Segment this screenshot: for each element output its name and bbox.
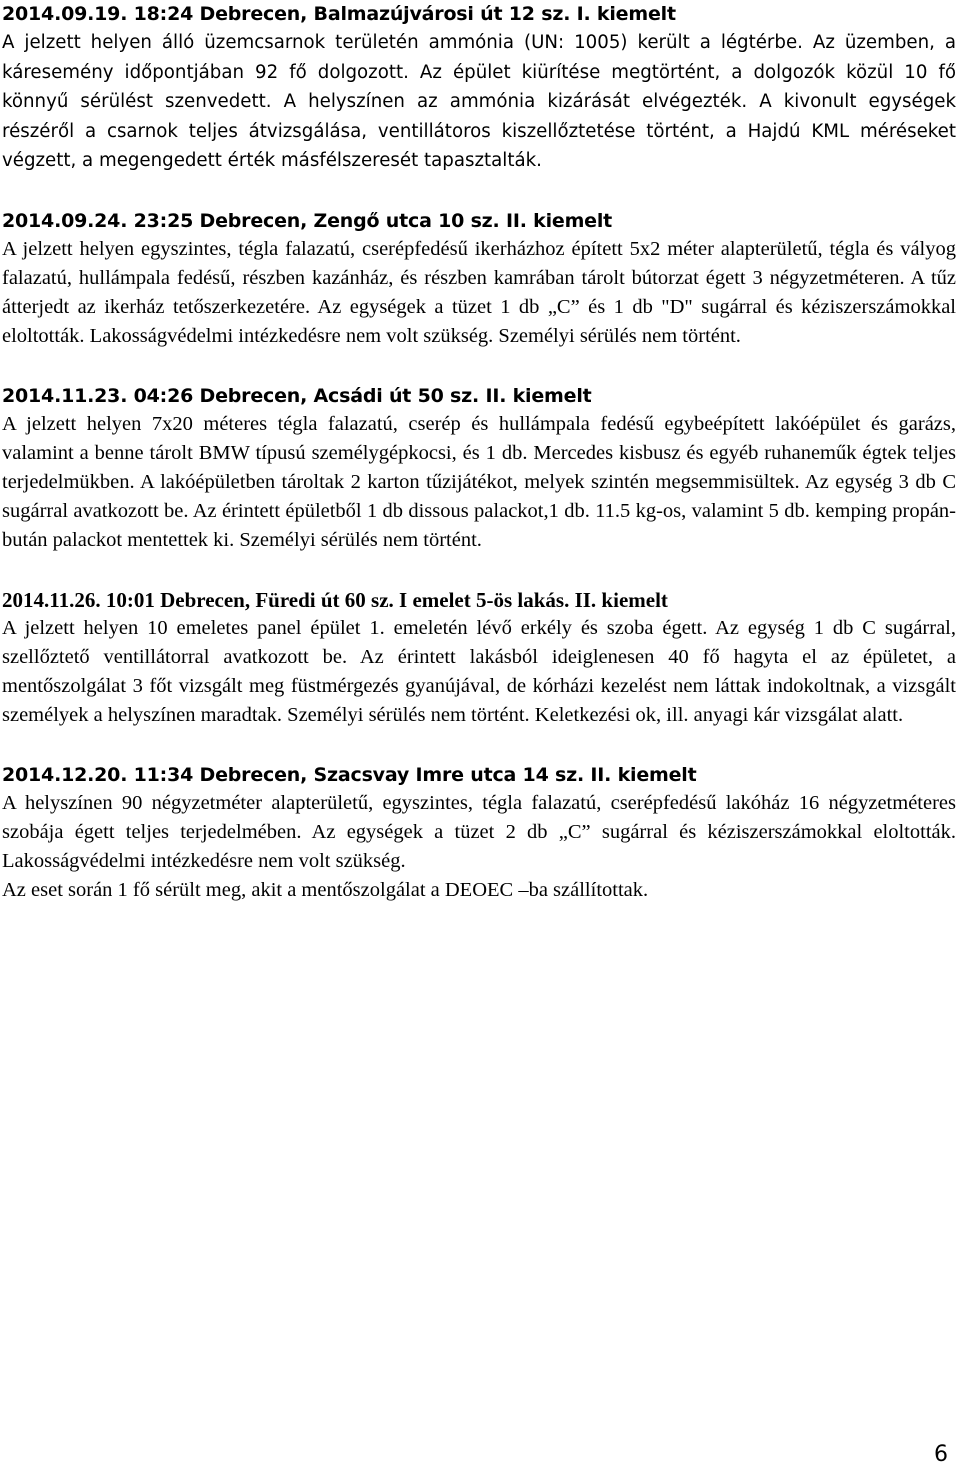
incident-description-text: A jelzett helyen 10 emeletes panel épület 1. emeletén lévő erkély és szoba égett. Az egység 1 db C sugárral, szellőztető ventillátorral avatkozott be. Az érintett lakásból ideiglenesen 40 fő hagyta el az épületet, a mentőszolgálat 3 főt vizsgált meg füstmérgezés gyanújával, de kórházi kezelést nem láttak indokoltnak, a vizsgált személyek a helyszínen maradtak. Személyi sérülés nem történt. Keletkezési ok, ill. anyagi kár vizsgálat alatt. <box>2 616 956 726</box>
incident-description <box>2 28 956 176</box>
incident-entry-5 <box>2 761 956 905</box>
incident-description <box>2 410 956 555</box>
incident-description <box>2 235 956 351</box>
incident-description <box>2 614 956 730</box>
incident-heading: 2014.09.24. 23:25 Debrecen, Zengő utca 10 sz. II. kiemelt <box>2 209 613 232</box>
document-content <box>2 0 956 936</box>
incident-description-text: A jelzett helyen egyszintes, tégla falazatú, cserépfedésű ikerházhoz épített 5x2 méter alapterületű, tégla és vályog falazatú, hullámpala fedésű, részben kazánház, és részben kamrában tárolt bútorzat égett 3 négyzetméteren. A tűz átterjedt az ikerház tetőszerkezetére. Az egységek a tüzet 1 db „C” és 1 db "D" sugárral és kéziszerszámokkal eloltották. Lakosságvédelmi intézkedésre nem volt szükség. Személyi sérülés nem történt. <box>2 237 956 347</box>
incident-description-text: A helyszínen 90 négyzetméter alapterületű, egyszintes, tégla falazatú, cserépfedésű lakóház 16 négyzetméteres szobája égett teljes terjedelmében. Az egységek a tüzet 2 db „C” sugárral és kéziszerszámokkal eloltották. Lakosságvédelmi intézkedésre nem volt szükség. <box>2 791 956 872</box>
incident-heading: 2014.12.20. 11:34 Debrecen, Szacsvay Imre utca 14 sz. II. kiemelt <box>2 763 697 786</box>
incident-heading: 2014.09.19. 18:24 Debrecen, Balmazújvárosi út 12 sz. I. kiemelt <box>2 3 676 25</box>
incident-description <box>2 789 956 876</box>
incident-description-text: A jelzett helyen álló üzemcsarnok területén ammónia (UN: 1005) került a légtérbe. Az üzemben, a káresemény időpontjában 92 fő dolgozott. Az épület kiürítése megtörtént, a dolgozók közül 10 fő könnyű sérülést szenvedett. A helyszínen az ammónia kizárását elvégezték. A kivonult egységek részéről a csarnok teljes átvizsgálása, ventillátoros kiszellőztetése történt, a Hajdú KML méréseket végzett, a megengedett érték másfélszeresét tapasztalták. <box>2 32 956 171</box>
page-number: 6 <box>934 1442 948 1467</box>
incident-entry-2 <box>2 207 956 351</box>
incident-heading: 2014.11.26. 10:01 Debrecen, Füredi út 60 sz. I emelet 5-ös lakás. II. kiemelt <box>2 587 668 612</box>
incident-heading: 2014.11.23. 04:26 Debrecen, Acsádi út 50 sz. II. kiemelt <box>2 384 592 407</box>
incident-additional-note: Az eset során 1 fő sérült meg, akit a mentőszolgálat a DEOEC –ba szállítottak. <box>2 878 649 901</box>
incident-entry-4 <box>2 586 956 730</box>
incident-description-text: A jelzett helyen 7x20 méteres tégla falazatú, cserép és hullámpala fedésű egybeépített lakóépület és garázs, valamint a benne tárolt BMW típusú személygépkocsi, és 1 db. Mercedes kisbusz és egyéb ruhaneműk égtek teljes terjedelmükben. A lakóépületben tároltak 2 karton tűzijátékot, melyek szintén megsemmisültek. Az egység 3 db C sugárral avatkozott be. Az érintett épületből 1 db dissous palackot,1 db. 11.5 kg-os, valamint 5 db. kemping propán-bután palackot mentettek ki. Személyi sérülés nem történt. <box>2 412 956 551</box>
incident-entry-1 <box>2 0 956 176</box>
incident-entry-3 <box>2 382 956 555</box>
